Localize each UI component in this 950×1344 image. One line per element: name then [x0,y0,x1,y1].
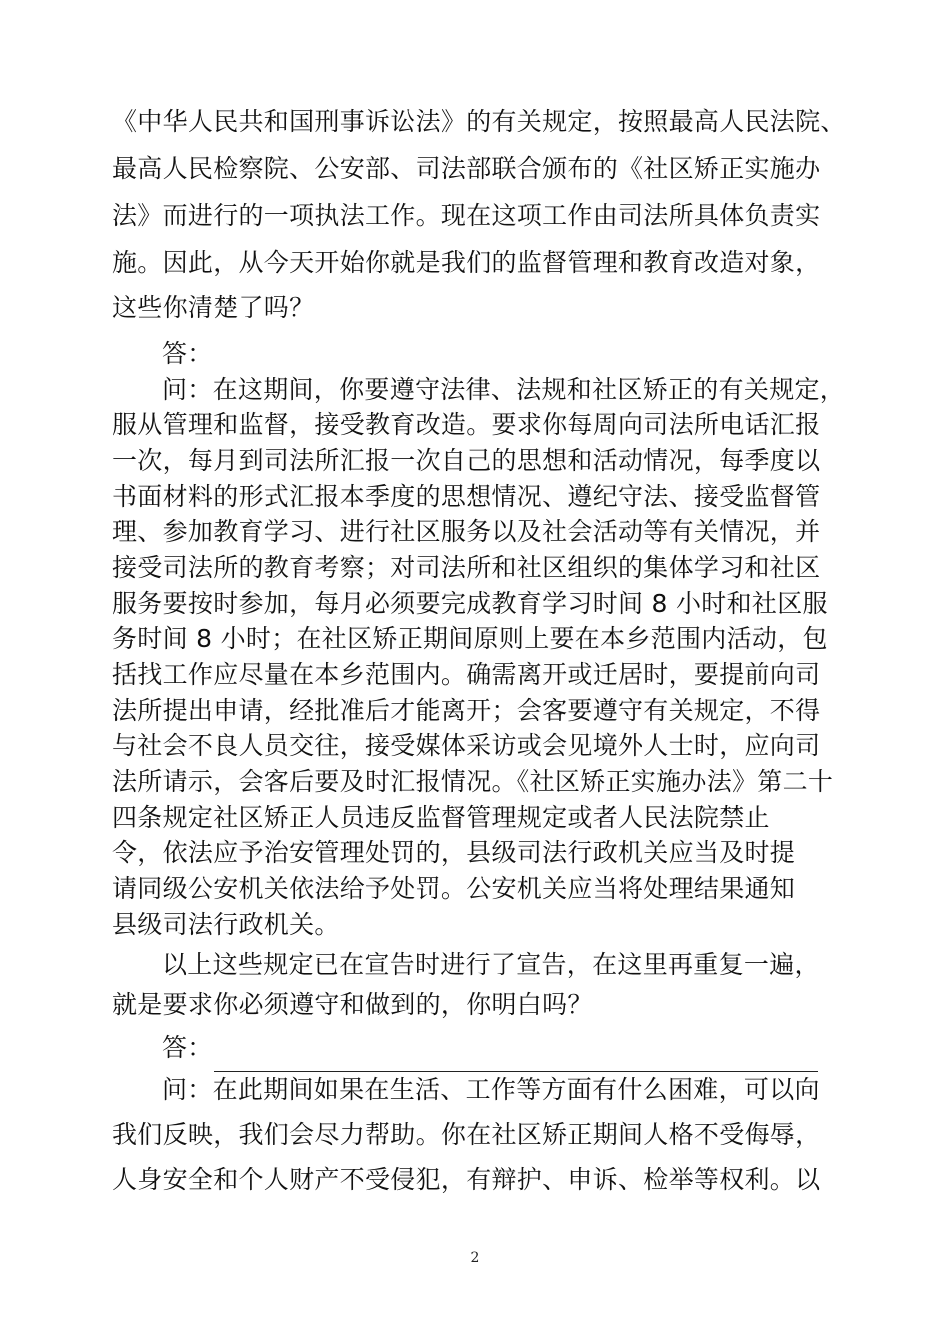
text-line: 人身安全和个人财产不受侵犯，有辩护、申诉、检举等权利。以 [112,1165,821,1194]
text-line: 服从管理和监督，接受教育改造。要求你每周向司法所电话汇报 [112,410,821,439]
question-paragraph-start: 问：在此期间如果在生活、工作等方面有什么困难，可以向 [162,1075,820,1104]
text-line: 接受司法所的教育考察；对司法所和社区组织的集体学习和社区 [112,553,821,582]
text-line: 施。因此，从今天开始你就是我们的监督管理和教育改造对象， [112,248,821,277]
text-line: 理、参加教育学习、进行社区服务以及社会活动等有关情况，并 [112,517,821,546]
text-line: 这些你清楚了吗？ [112,293,315,322]
text-line: 书面材料的形式汇报本季度的思想情况、遵纪守法、接受监督管 [112,482,821,511]
text-line: 就是要求你必须遵守和做到的，你明白吗？ [112,990,593,1019]
text-line: 法所请示，会客后要及时汇报情况。《社区矫正实施办法》第二十 [112,767,834,796]
text-line: 请同级公安机关依法给予处罚。公安机关应当将处理结果通知 [112,874,796,903]
text-line: 县级司法行政机关。 [112,910,340,939]
text-line: 四条规定社区矫正人员违反监督管理规定或者人民法院禁止 [112,803,770,832]
text-line: 《中华人民共和国刑事诉讼法》的有关规定，按照最高人民法院、 [112,107,846,136]
question-paragraph-start: 问：在这期间，你要遵守法律、法规和社区矫正的有关规定， [162,375,846,404]
page-number: 2 [470,1250,480,1266]
text-line: 法》而进行的一项执法工作。现在这项工作由司法所具体负责实 [112,201,821,230]
answer-blank-line [214,1071,818,1072]
text-line: 令，依法应予治安管理处罚的，县级司法行政机关应当及时提 [112,838,796,867]
text-line: 与社会不良人员交往，接受媒体采访或会见境外人士时，应向司 [112,731,821,760]
answer-label: 答： [162,339,213,368]
text-line: 务时间 8 小时；在社区矫正期间原则上要在本乡范围内活动，包 [112,624,828,653]
paragraph-start: 以上这些规定已在宣告时进行了宣告，在这里再重复一遍， [162,950,820,979]
text-line: 最高人民检察院、公安部、司法部联合颁布的《社区矫正实施办 [112,154,821,183]
text-line: 一次，每月到司法所汇报一次自己的思想和活动情况，每季度以 [112,446,821,475]
text-line: 括找工作应尽量在本乡范围内。确需离开或迁居时，要提前向司 [112,660,821,689]
answer-label: 答： [162,1033,213,1062]
text-line: 法所提出申请，经批准后才能离开；会客要遵守有关规定，不得 [112,696,821,725]
text-line: 服务要按时参加，每月必须要完成教育学习时间 8 小时和社区服 [112,589,828,618]
text-line: 我们反映，我们会尽力帮助。你在社区矫正期间人格不受侮辱， [112,1120,821,1149]
